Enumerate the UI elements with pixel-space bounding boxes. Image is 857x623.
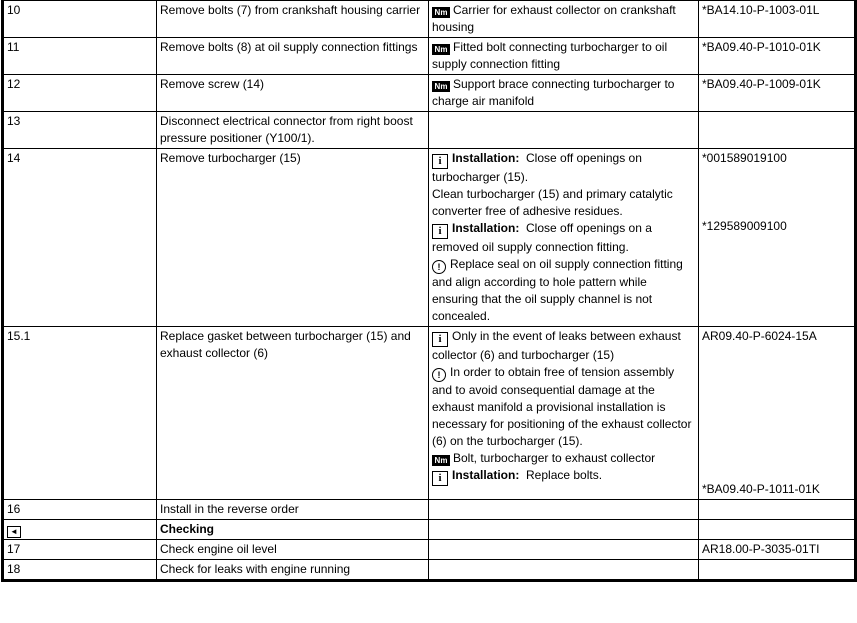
warning-icon: ! <box>432 260 446 274</box>
section-heading-checking: Checking <box>157 520 429 540</box>
step-reference <box>699 560 856 581</box>
info-icon: i <box>432 471 448 486</box>
step-number: 18 <box>3 560 157 581</box>
step-reference-link[interactable]: *BA09.40-P-1009-01K <box>699 75 856 112</box>
step-references <box>699 327 856 500</box>
warning-note: ! Replace seal on oil supply connection fitting and align according to hole pattern while ensuring that the oil supply channel is not concealed. <box>432 257 683 323</box>
table-row <box>3 540 856 560</box>
step-note: Nm Fitted bolt connecting turbocharger to oil supply connection fitting <box>429 38 699 75</box>
step-action: Remove screw (14) <box>157 75 429 112</box>
table-row <box>3 327 856 500</box>
step-note <box>429 327 699 500</box>
checking-icon-cell <box>3 520 157 540</box>
table-row <box>3 112 856 149</box>
step-number: 10 <box>3 1 157 38</box>
step-note <box>429 520 699 540</box>
installation-note: i Installation: Close off openings on turbocharger (15). <box>432 151 642 184</box>
installation-note: i Installation: Replace bolts. <box>432 467 695 486</box>
step-note <box>429 149 699 327</box>
step-reference-link[interactable]: *001589019100 <box>702 151 787 165</box>
step-reference-link[interactable]: *129589009100 <box>702 219 787 233</box>
step-action: Remove bolts (7) from crankshaft housing carrier <box>157 1 429 38</box>
step-action: Remove bolts (8) at oil supply connection fittings <box>157 38 429 75</box>
table-row <box>3 500 856 520</box>
step-reference-link[interactable]: AR18.00-P-3035-01TI <box>699 540 856 560</box>
step-reference-link[interactable]: AR09.40-P-6024-15A <box>702 329 817 343</box>
step-action: Remove turbocharger (15) <box>157 149 429 327</box>
info-icon: i <box>432 332 448 347</box>
step-action: Replace gasket between turbocharger (15) and exhaust collector (6) <box>157 327 429 500</box>
table-row <box>3 75 856 112</box>
torque-nm-icon: Nm <box>432 44 450 55</box>
info-icon: i <box>432 224 448 239</box>
table-row <box>3 38 856 75</box>
step-action: Check for leaks with engine running <box>157 560 429 581</box>
step-reference <box>699 520 856 540</box>
torque-nm-icon: Nm <box>432 81 450 92</box>
step-reference-link[interactable]: *BA14.10-P-1003-01L <box>699 1 856 38</box>
table-row <box>3 149 856 327</box>
step-action: Check engine oil level <box>157 540 429 560</box>
torque-note: Nm Bolt, turbocharger to exhaust collector <box>432 450 695 467</box>
clean-note: Clean turbocharger (15) and primary catalytic converter free of adhesive residues. <box>432 187 673 218</box>
step-reference-link[interactable]: *BA09.40-P-1010-01K <box>699 38 856 75</box>
step-number: 13 <box>3 112 157 149</box>
info-icon: i <box>432 154 448 169</box>
step-number: 17 <box>3 540 157 560</box>
step-note <box>429 560 699 581</box>
step-number: 14 <box>3 149 157 327</box>
warning-icon: ! <box>432 368 446 382</box>
table-row <box>3 520 856 540</box>
step-action: Disconnect electrical connector from right boost pressure positioner (Y100/1). <box>157 112 429 149</box>
step-reference <box>699 112 856 149</box>
info-note: i Only in the event of leaks between exhaust collector (6) and turbocharger (15) <box>432 329 681 362</box>
step-number: 15.1 <box>3 327 157 500</box>
step-number: 11 <box>3 38 157 75</box>
checking-arrow-icon: ◄ <box>7 526 21 538</box>
table-row <box>3 560 856 581</box>
step-number: 16 <box>3 500 157 520</box>
step-note <box>429 112 699 149</box>
procedure-table <box>1 0 857 582</box>
step-note <box>429 500 699 520</box>
step-references <box>699 149 856 327</box>
table-row <box>3 1 856 38</box>
torque-nm-icon: Nm <box>432 455 450 466</box>
warning-note: ! In order to obtain free of tension assembly and to avoid consequential damage at the exhaust manifold a provisional installation is necessary for positioning of the exhaust collector (6) on the turbocharger (15). <box>432 365 692 448</box>
step-reference <box>699 500 856 520</box>
step-action: Install in the reverse order <box>157 500 429 520</box>
step-reference-link[interactable]: *BA09.40-P-1011-01K <box>702 482 820 496</box>
step-note <box>429 540 699 560</box>
installation-note: i Installation: Close off openings on a removed oil supply connection fitting. <box>432 221 652 254</box>
step-number: 12 <box>3 75 157 112</box>
step-note: Nm Support brace connecting turbocharger to charge air manifold <box>429 75 699 112</box>
step-note: Nm Carrier for exhaust collector on crankshaft housing <box>429 1 699 38</box>
torque-nm-icon: Nm <box>432 7 450 18</box>
